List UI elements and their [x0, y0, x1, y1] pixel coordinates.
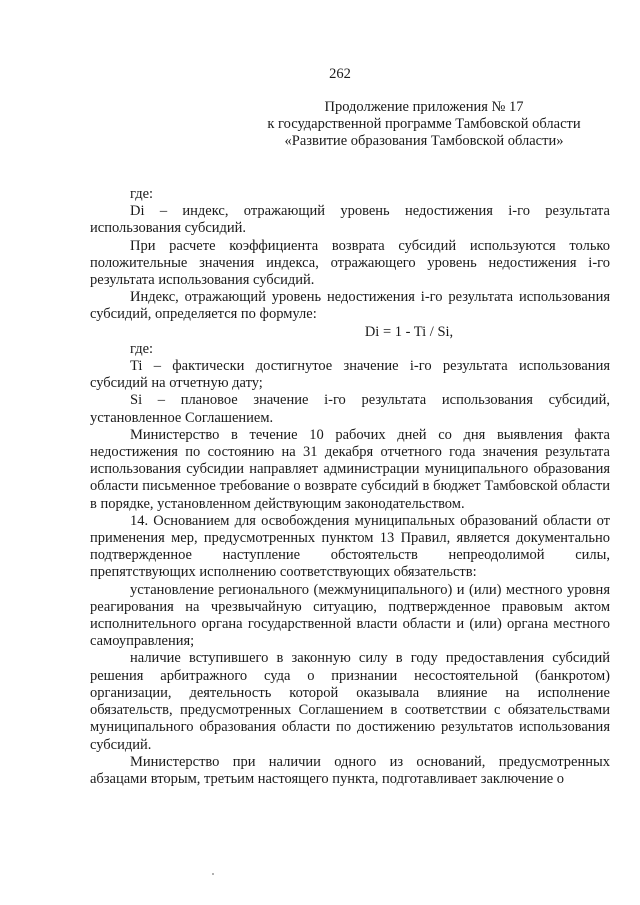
formula-text: Di = 1 - Ti / Si,	[364, 323, 454, 340]
paragraph-where-2: где:	[130, 340, 154, 357]
paragraph-coefficient-note: При расчете коэффициента возврата субсидий используются только положительные значения индекса, отражающего уровень недостижения i-го результата использования субсидий.	[90, 237, 610, 289]
appendix-header-line-3: «Развитие образования Тамбовской области»	[284, 133, 564, 149]
paragraph-item-14: 14. Основанием для освобождения муниципальных образований области от применения мер, предусмотренных пунктом 13 Правил, является документально подтвержденное наступление обстоятельств непреодолимой силы, препятствующих исполнению соответствующих обязательств:	[90, 512, 610, 581]
formula	[90, 324, 610, 341]
appendix-header-line-1: Продолжение приложения № 17	[324, 99, 524, 115]
appendix-header-line-2: к государственной программе Тамбовской области	[267, 116, 581, 132]
paragraph-index-formula-intro: Индекс, отражающий уровень недостижения i-го результата использования субсидий, определяется по формуле:	[90, 289, 610, 323]
page-number: 262	[329, 66, 351, 82]
document-body	[90, 186, 610, 788]
paragraph-court-decision: наличие вступившего в законную силу в году предоставления субсидий решения арбитражного суда о признании несостоятельной (банкротом) организации, деятельность которой оказывала влияние на исполнение обязательств, предусмотренных Соглашением в соответствии с обязательствами муниципального образования области по достижению результатов использования субсидий.	[90, 650, 610, 753]
paragraph-ministry-requirement: Министерство в течение 10 рабочих дней со дня выявления факта недостижения по состоянию на 31 декабря отчетного года значения результата использования субсидии направляет администрации муниципального образования области письменное требование о возврате субсидий в бюджет Тамбовской области в порядке, установленном действующим законодательством.	[90, 426, 610, 512]
paragraph-ministry-conclusion: Министерство при наличии одного из оснований, предусмотренных абзацами вторым, третьим настоящего пункта, подготавливает заключение о	[90, 753, 610, 787]
paragraph-ti-definition: Ti – фактически достигнутое значение i-го результата использования субсидий на отчетную дату;	[90, 358, 610, 392]
scan-speck	[212, 873, 214, 875]
appendix-header	[244, 99, 604, 150]
paragraph-di-definition: Di – индекс, отражающий уровень недостижения i-го результата использования субсидий.	[90, 203, 610, 237]
paragraph-where-1: где:	[130, 186, 154, 202]
paragraph-emergency-response: установление регионального (межмуниципального) и (или) местного уровня реагирования на чрезвычайную ситуацию, подтвержденное правовым актом исполнительного органа государственной власти области и (или) органа местного самоуправления;	[90, 581, 610, 650]
paragraph-si-definition: Si – плановое значение i-го результата использования субсидий, установленное Соглашением.	[90, 392, 610, 426]
